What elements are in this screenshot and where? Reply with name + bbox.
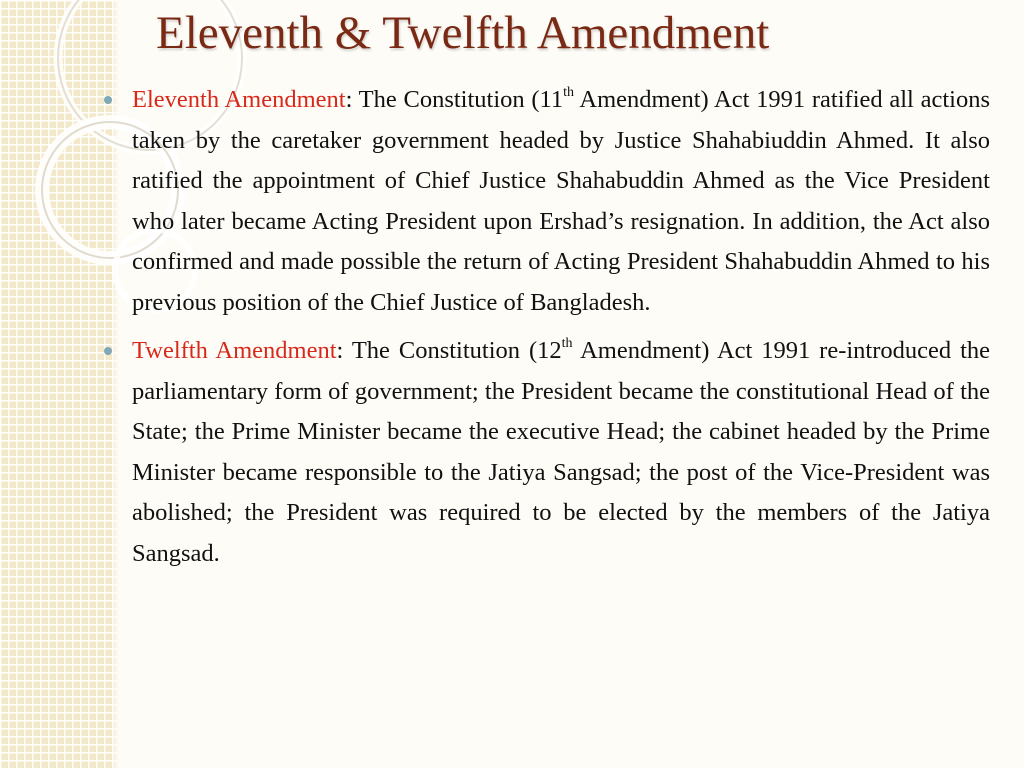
bullet-text: Amendment) Act 1991 ratified all actions taken by the caretaker government headed by Justice Shahabiuddin Ahmed. It also ratified the appointment of Chief Justice Shahabuddin Ahmed as the Vice President who later became Acting President upon Ershad’s resignation. In addition, the Act also confirmed and made possible the return of Acting President Shahabuddin Ahmed to his previous position of the Chief Justice of Bangladesh. [132, 86, 990, 316]
bullet-icon [104, 347, 112, 355]
bullet-eleventh-amendment [132, 80, 990, 323]
bullet-twelfth-amendment [132, 331, 990, 574]
slide-body [132, 80, 990, 582]
term-label: Eleventh Amendment [132, 86, 346, 113]
term-label: Twelfth Amendment [132, 337, 337, 364]
bullet-icon [104, 96, 112, 104]
bullet-text: Amendment) Act 1991 re-introduced the parliamentary form of government; the President became the constitutional Head of the State; the Prime Minister became the executive Head; the cabinet headed by the Prime Minister became responsible to the Jatiya Sangsad; the post of the Vice-President was abolished; the President was required to be elected by the members of the Jatiya Sangsad. [132, 337, 991, 567]
bullet-intro: : The Constitution (11 [345, 86, 564, 113]
ordinal-suffix: th [561, 335, 573, 351]
ordinal-suffix: th [563, 84, 575, 100]
slide-title: Eleventh & Twelfth Amendment [156, 7, 770, 59]
bullet-intro: : The Constitution (12 [336, 337, 562, 364]
